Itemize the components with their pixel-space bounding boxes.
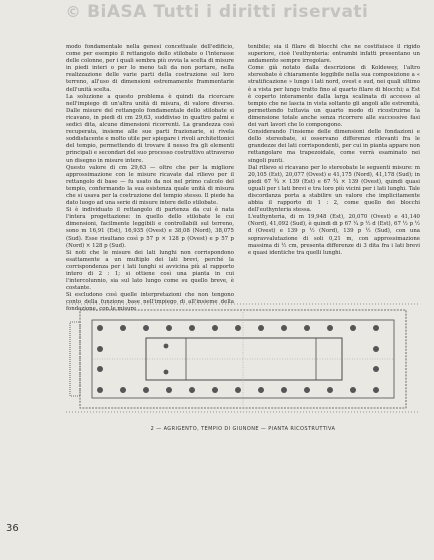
page-number: 36 [6, 523, 19, 534]
left-text-column [66, 44, 234, 313]
right-text-column [248, 44, 420, 299]
paragraph: La soluzione a questo problema è quindi da ricercare nell'impiego di un'altra unità di misura, di valore diverso. Dalle misure del rettangolo fondamentale dello stilobate si ricavano, in piedi di cm 29,63, suddiviso in quattro palmi e sedici dita, alcune dimensioni ricorrenti. La grandezza così recuperata, insieme alle sue parti frazionarie, si rivela soddisfacente e molto utile per spiegare i rivoli architettonici del tempio, permettendo di trovare il nesso fra gli elementi principali e secondari del suo processo costruttivo attraverso un disegno in misure intere. [66, 93, 234, 164]
watermark-text: BiASA Tutti i diritti riservati [87, 2, 369, 22]
temple-floor-plan [66, 300, 420, 416]
paragraph: Si è individuato il rettangolo di partenza da cui è nata l'intera progettazione: in quello dello stilobate le cui dimensioni, facilmente leggibili e controllabili sul terreno, sono m 16,91 (Est), 16,935 (Ovest) e 38,08 (Nord), 38,075 (Sud). Esse risultano così p 57 p × 128 p (Ovest) e p 57 p (Nord) × 128 p (Sud). [66, 207, 234, 249]
watermark [0, 2, 434, 22]
paragraph: tenibile; sia il filare di blocchi che ne costituisce il rigido superiore, cioè l'euthynteria: entrambi infatti presentano un andamento sempre irregolare. [248, 44, 420, 65]
paragraph: L'euthynteria, di m 19,948 (Est), 20,070 (Ovest) e 41,140 (Nord), 41,092 (Sud), è quindi di p 67 ¼ p ½ d (Est), 67 ½ p ½ d (Ovest) e 139 p ½ (Nord), 139 p ½ (Sud), con una sopravvalutazione di soli 0,21 m, con approssimazione massima di ½ cm, presenta differenze di 3 dita fra i lati brevi e quasi identiche tra quelli lunghi. [248, 214, 420, 256]
paragraph: Come già notato dalla descrizione di Koldewey, l'altro stereobate è chiaramente leggibile nella sua composizione a « stratificazione » lungo i lati nord, ovest e sud, nei quali ultimo è a vista per lungo tratto fino al quarto filare di blocchi; a Est è coperto interamente dalla larga scalinata di accesso al tempio che ne lascia in vista soltanto gli angoli alle estremità, permettendo tuttavia un quarto modo di ricostruirne la dimensione totale anche senza ricorrere alle successive fasi dei vari lavori che lo compongono. [248, 65, 420, 129]
paragraph: Dal rilievo si ricavano per lo stereobate le seguenti misure: m 20,105 (Est), 20,077 (Ovest) e 41,175 (Nord), 41,178 (Sud); in piedi 67 ¾ × 139 (Est) e 67 ¾ × 139 (Ovest), quindi quasi uguali per i lati brevi e tra loro più vicini per i lati lunghi. Tale discordanza porta a stabilire un valore che implicitamente abbia il rapporto di 1 : 2, come quello dei blocchi dell'euthynteria stessa. [248, 164, 420, 214]
copyright-icon: © [65, 3, 82, 21]
paragraph: Questo valore di cm 29,63 — oltre che per la migliore approssimazione con le misure ricavate dal rilievo per il rettangolo di base — fu usato da noi nel primo calcolo del tempio, confermando la sua esistenza quale unità di misura che si usava per la costruzione del tempio stesso. Il piede ha dato luogo ad una serie di misure intere dello stilobate. [66, 164, 234, 207]
paragraph: Considerando l'insieme delle dimensioni delle fondazioni e dello stereobate, si osservano differenze rilevanti fra le grandezze dei lati corrispondenti, per cui in pianta appare non rettangolare ma trapezoidale, come verrà esaminato nei singoli punti. [248, 129, 420, 164]
paragraph: modo fondamentale nella genesi concettuale dell'edificio, come per esempio il rettangolo dello stilobate o l'interasse delle colonne, per i quali sembra più ovvia la scelta di misure in piedi interi o per lo meno tali da non portare, nella realizzazione delle varie parti della costruzione sul loro terreno, all'uso di dimensioni estremamente frammentarie dell'unità scelta. [66, 44, 234, 93]
figure-caption: 2 — AGRIGENTO, TEMPIO DI GIUNONE — PIANTA RICOSTRUTTIVA [150, 426, 336, 432]
paragraph: Si escludono così quelle interpretazioni che non tengono conto della funzione base nell'impiego di all'insieme della fondazione, con le misure [66, 292, 234, 313]
paragraph: Si noti che le misure dei lati lunghi non corrispondono esattamente a un multiplo dei lati brevi, perché la corrispondenza per i lati lunghi si avvicina più al rapporto intero di 2 : 1; si ottiene così una pianta in cui l'intercolunnio, sia sul lato lungo come su quello breve, è costante. [66, 249, 234, 292]
